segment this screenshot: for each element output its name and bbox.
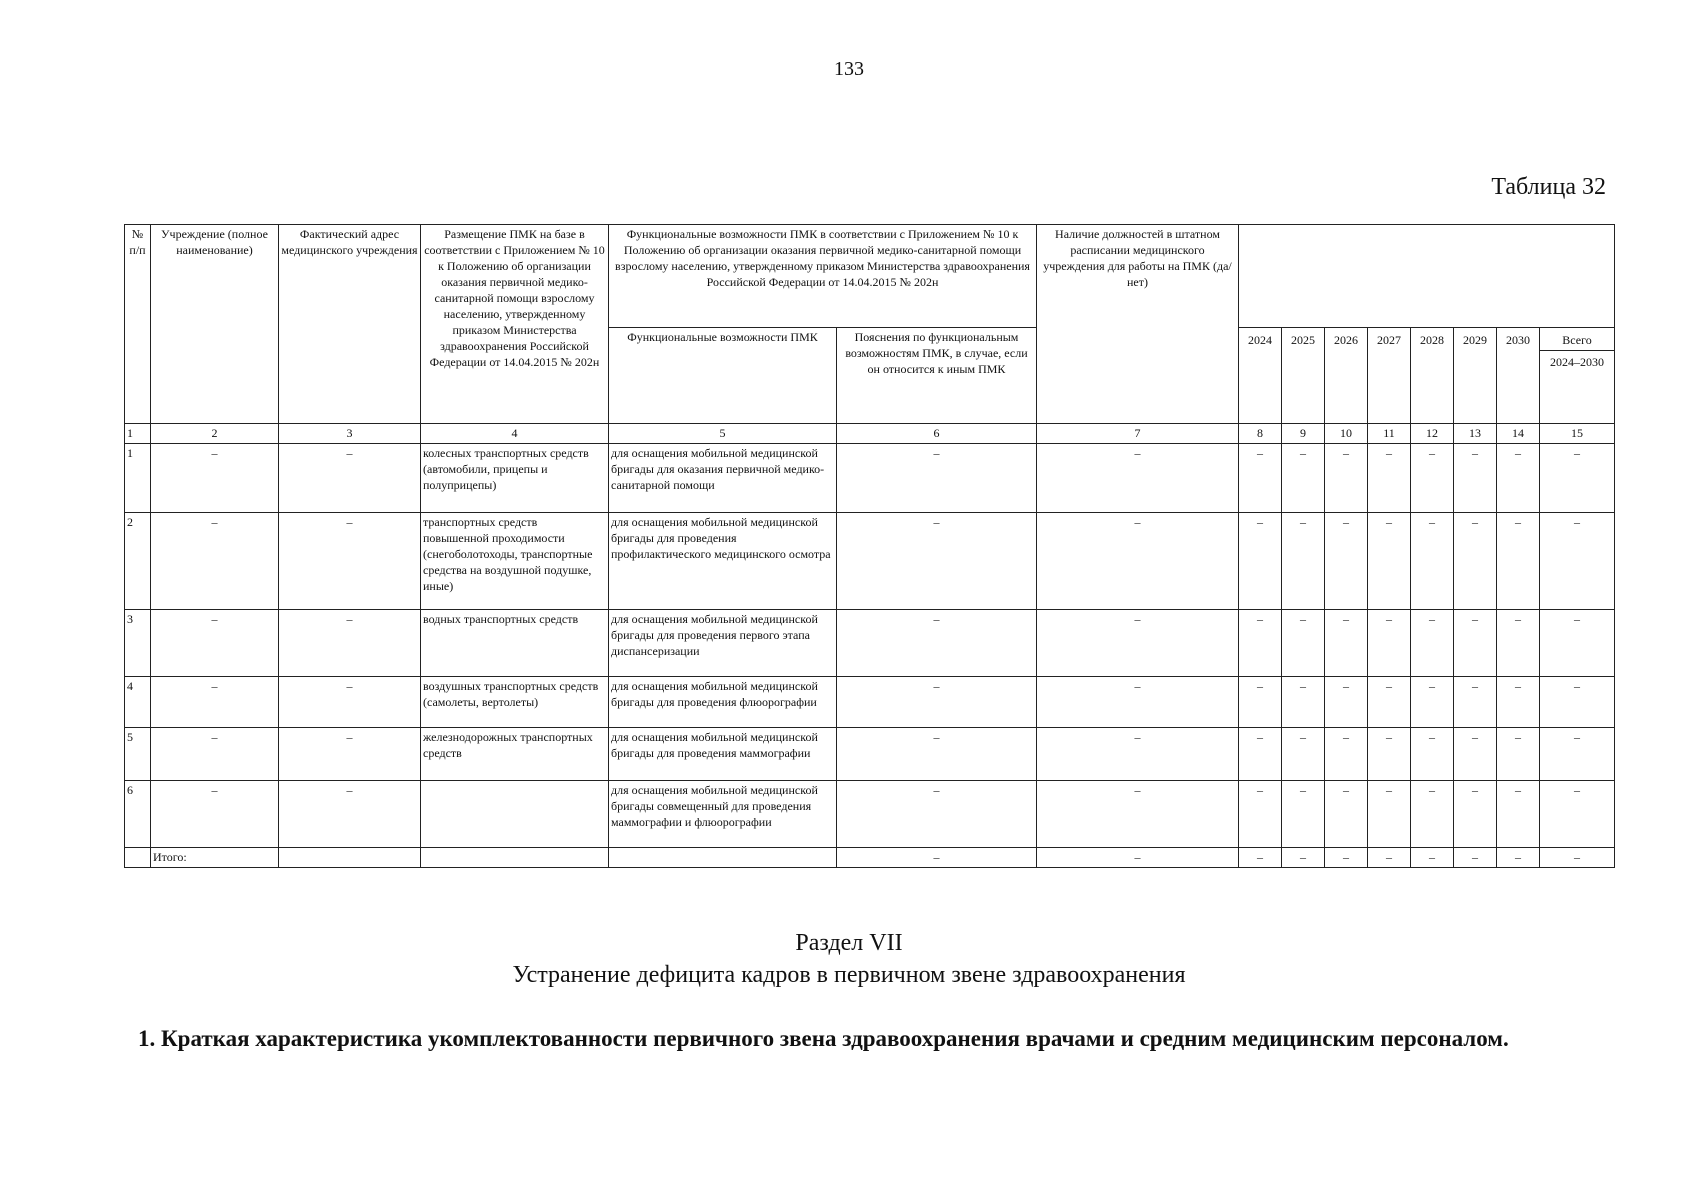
pmk-table xyxy=(124,224,1615,868)
header-year-2029: 2029 xyxy=(1454,328,1497,424)
dash-cell: – xyxy=(1037,677,1239,728)
dash-cell: – xyxy=(1411,610,1454,677)
dash-cell: – xyxy=(1239,848,1282,868)
dash-cell: – xyxy=(1282,610,1325,677)
dash-cell: – xyxy=(1454,781,1497,848)
header-row-1 xyxy=(125,225,1615,328)
dash-cell: – xyxy=(1282,728,1325,781)
column-number: 7 xyxy=(1037,424,1239,444)
total-row-empty xyxy=(125,848,151,868)
dash-cell: – xyxy=(837,513,1037,610)
table-row xyxy=(125,677,1615,728)
row-placement: транспортных средств повышенной проходимости (снегоболотоходы, транспортные средства на воздушной подушке, иные) xyxy=(421,513,609,610)
row-placement: железнодорожных транспортных средств xyxy=(421,728,609,781)
header-functional-group: Функциональные возможности ПМК в соответствии с Приложением № 10 к Положению об организации оказания первичной медико-санитарной помощи взрослому населению, утвержденному приказом Министерства здравоохранения Российской Федерации от 14.04.2015 № 202н xyxy=(609,225,1037,328)
dash-cell: – xyxy=(1037,513,1239,610)
dash-cell: – xyxy=(1454,610,1497,677)
header-year-2026: 2026 xyxy=(1325,328,1368,424)
row-placement: колесных транспортных средств (автомобили, прицепы и полуприцепы) xyxy=(421,444,609,513)
dash-cell: – xyxy=(837,781,1037,848)
dash-cell: – xyxy=(151,781,279,848)
header-year-2028: 2028 xyxy=(1411,328,1454,424)
dash-cell: – xyxy=(1368,677,1411,728)
row-placement: воздушных транспортных средств (самолеты, вертолеты) xyxy=(421,677,609,728)
header-year-2024: 2024 xyxy=(1239,328,1282,424)
dash-cell: – xyxy=(151,610,279,677)
header-address: Фактический адрес медицинского учреждения xyxy=(279,225,421,424)
dash-cell: – xyxy=(1282,677,1325,728)
column-number: 8 xyxy=(1239,424,1282,444)
dash-cell: – xyxy=(1239,677,1282,728)
dash-cell: – xyxy=(1368,444,1411,513)
dash-cell: – xyxy=(279,781,421,848)
section-subtitle: Устранение дефицита кадров в первичном звене здравоохранения xyxy=(512,962,1186,988)
dash-cell: – xyxy=(1368,513,1411,610)
dash-cell: – xyxy=(1540,677,1615,728)
row-function: для оснащения мобильной медицинской бригады для проведения профилактического медицинского осмотра xyxy=(609,513,837,610)
dash-cell: – xyxy=(1454,728,1497,781)
dash-cell: – xyxy=(1325,610,1368,677)
row-number: 4 xyxy=(125,677,151,728)
column-number: 9 xyxy=(1282,424,1325,444)
column-number: 6 xyxy=(837,424,1037,444)
subsection-heading: 1. Краткая характеристика укомплектованности первичного звена здравоохранения врачами и средним медицинским персоналом. xyxy=(138,1026,1509,1051)
dash-cell: – xyxy=(1368,728,1411,781)
dash-cell: – xyxy=(1540,513,1615,610)
dash-cell: – xyxy=(1282,848,1325,868)
dash-cell: – xyxy=(1282,513,1325,610)
column-number: 14 xyxy=(1497,424,1540,444)
dash-cell: – xyxy=(1454,848,1497,868)
dash-cell: – xyxy=(837,444,1037,513)
table-row xyxy=(125,610,1615,677)
column-number: 13 xyxy=(1454,424,1497,444)
column-number: 3 xyxy=(279,424,421,444)
column-numbers-row xyxy=(125,424,1615,444)
total-empty-cell xyxy=(609,848,837,868)
dash-cell: – xyxy=(1411,848,1454,868)
row-number: 3 xyxy=(125,610,151,677)
row-function: для оснащения мобильной медицинской бригады для проведения флюорографии xyxy=(609,677,837,728)
dash-cell: – xyxy=(151,677,279,728)
row-number: 6 xyxy=(125,781,151,848)
dash-cell: – xyxy=(279,610,421,677)
dash-cell: – xyxy=(1368,848,1411,868)
row-placement xyxy=(421,781,609,848)
header-placement: Размещение ПМК на базе в соответствии с Приложением № 10 к Положению об организации оказания первичной медико-санитарной помощи взрослому населению, утвержденному приказом Министерства здравоохранения Российской Федерации от 14.04.2015 № 202н xyxy=(421,225,609,424)
header-explanations: Пояснения по функциональным возможностям ПМК, в случае, если он относится к иным ПМК xyxy=(837,328,1037,424)
column-number: 10 xyxy=(1325,424,1368,444)
dash-cell: – xyxy=(1325,444,1368,513)
dash-cell: – xyxy=(1282,444,1325,513)
table-row xyxy=(125,781,1615,848)
header-total-range: 2024–2030 xyxy=(1550,355,1604,369)
header-year-2025: 2025 xyxy=(1282,328,1325,424)
row-number: 2 xyxy=(125,513,151,610)
dash-cell: – xyxy=(279,444,421,513)
dash-cell: – xyxy=(279,513,421,610)
dash-cell: – xyxy=(1411,444,1454,513)
total-empty-cell xyxy=(421,848,609,868)
dash-cell: – xyxy=(151,444,279,513)
dash-cell: – xyxy=(279,677,421,728)
dash-cell: – xyxy=(1411,781,1454,848)
dash-cell: – xyxy=(1037,848,1239,868)
column-number: 15 xyxy=(1540,424,1615,444)
dash-cell: – xyxy=(1037,610,1239,677)
table-label: Таблица 32 xyxy=(1491,174,1606,200)
header-institution: Учреждение (полное наименование) xyxy=(151,225,279,424)
dash-cell: – xyxy=(1497,677,1540,728)
dash-cell: – xyxy=(1325,513,1368,610)
dash-cell: – xyxy=(1497,728,1540,781)
dash-cell: – xyxy=(837,677,1037,728)
column-number: 2 xyxy=(151,424,279,444)
dash-cell: – xyxy=(1239,781,1282,848)
total-empty-cell xyxy=(279,848,421,868)
total-label: Итого: xyxy=(151,848,279,868)
section-title: Раздел VII xyxy=(795,930,903,956)
dash-cell: – xyxy=(1239,444,1282,513)
column-number: 12 xyxy=(1411,424,1454,444)
dash-cell: – xyxy=(1411,677,1454,728)
dash-cell: – xyxy=(1540,728,1615,781)
dash-cell: – xyxy=(1497,848,1540,868)
dash-cell: – xyxy=(1325,677,1368,728)
dash-cell: – xyxy=(1037,728,1239,781)
table-row xyxy=(125,444,1615,513)
dash-cell: – xyxy=(1368,781,1411,848)
dash-cell: – xyxy=(1325,781,1368,848)
dash-cell: – xyxy=(151,513,279,610)
row-number: 1 xyxy=(125,444,151,513)
dash-cell: – xyxy=(1325,728,1368,781)
dash-cell: – xyxy=(1239,513,1282,610)
dash-cell: – xyxy=(1540,848,1615,868)
row-number: 5 xyxy=(125,728,151,781)
dash-cell: – xyxy=(1037,781,1239,848)
page-number: 133 xyxy=(834,58,864,80)
dash-cell: – xyxy=(1540,781,1615,848)
header-number: № п/п xyxy=(125,225,151,424)
header-years-group xyxy=(1239,225,1615,328)
dash-cell: – xyxy=(1411,513,1454,610)
row-function: для оснащения мобильной медицинской бригады для проведения маммографии xyxy=(609,728,837,781)
column-number: 1 xyxy=(125,424,151,444)
column-number: 5 xyxy=(609,424,837,444)
dash-cell: – xyxy=(837,728,1037,781)
dash-cell: – xyxy=(279,728,421,781)
dash-cell: – xyxy=(1282,781,1325,848)
dash-cell: – xyxy=(1540,444,1615,513)
dash-cell: – xyxy=(1454,677,1497,728)
row-function: для оснащения мобильной медицинской бригады для оказания первичной медико-санитарной помощи xyxy=(609,444,837,513)
dash-cell: – xyxy=(1325,848,1368,868)
dash-cell: – xyxy=(1037,444,1239,513)
dash-cell: – xyxy=(1497,444,1540,513)
row-function: для оснащения мобильной медицинской бригады для проведения первого этапа диспансеризации xyxy=(609,610,837,677)
dash-cell: – xyxy=(837,848,1037,868)
header-total xyxy=(1540,328,1615,424)
dash-cell: – xyxy=(1497,610,1540,677)
dash-cell: – xyxy=(1540,610,1615,677)
dash-cell: – xyxy=(1497,781,1540,848)
column-number: 4 xyxy=(421,424,609,444)
dash-cell: – xyxy=(1454,444,1497,513)
header-functional: Функциональные возможности ПМК xyxy=(609,328,837,424)
total-row xyxy=(125,848,1615,868)
dash-cell: – xyxy=(1239,610,1282,677)
dash-cell: – xyxy=(1454,513,1497,610)
row-function: для оснащения мобильной медицинской бригады совмещенный для проведения маммографии и флюорографии xyxy=(609,781,837,848)
dash-cell: – xyxy=(151,728,279,781)
header-staff: Наличие должностей в штатном расписании медицинского учреждения для работы на ПМК (да/нет) xyxy=(1037,225,1239,424)
row-placement: водных транспортных средств xyxy=(421,610,609,677)
column-number: 11 xyxy=(1368,424,1411,444)
dash-cell: – xyxy=(837,610,1037,677)
header-year-2027: 2027 xyxy=(1368,328,1411,424)
table-row xyxy=(125,513,1615,610)
dash-cell: – xyxy=(1368,610,1411,677)
header-total-label: Всего xyxy=(1540,332,1614,351)
header-year-2030: 2030 xyxy=(1497,328,1540,424)
dash-cell: – xyxy=(1411,728,1454,781)
dash-cell: – xyxy=(1497,513,1540,610)
dash-cell: – xyxy=(1239,728,1282,781)
table-row xyxy=(125,728,1615,781)
